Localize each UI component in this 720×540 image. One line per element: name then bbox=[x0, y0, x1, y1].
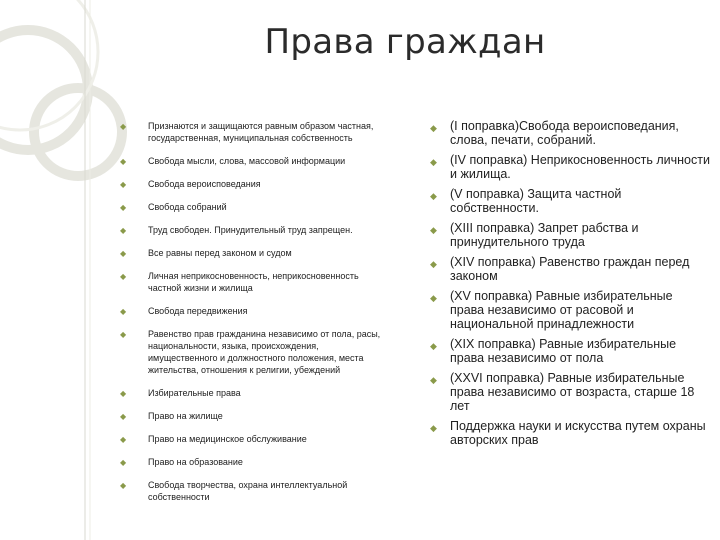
list-item bbox=[118, 433, 390, 445]
list-item bbox=[118, 479, 390, 503]
list-item bbox=[118, 456, 390, 468]
list-item-text: Личная неприкосновенность, неприкосновенность частной жизни и жилища bbox=[148, 271, 359, 293]
list-item-text: (XV поправка) Равные избирательные права независимо от расовой и национальной принадлежности bbox=[450, 289, 673, 331]
list-item bbox=[118, 120, 390, 144]
list-item bbox=[118, 247, 390, 259]
list-item bbox=[118, 178, 390, 190]
list-item bbox=[118, 224, 390, 236]
diamond-bullet-icon: ◆ bbox=[430, 259, 437, 269]
list-item bbox=[428, 419, 710, 447]
diamond-bullet-icon: ◆ bbox=[120, 249, 127, 258]
list-item-text: (IV поправка) Неприкосновенность личности и жилища. bbox=[450, 153, 710, 181]
diamond-bullet-icon: ◆ bbox=[430, 341, 437, 351]
diamond-bullet-icon: ◆ bbox=[120, 458, 127, 467]
list-item bbox=[428, 371, 710, 413]
diamond-bullet-icon: ◆ bbox=[120, 157, 127, 166]
list-item-text: Равенство прав гражданина независимо от пола, расы, национальности, языка, происхождения, имущественного и должностного положения, места жительства, отношения к религии, убеждений bbox=[148, 329, 381, 375]
list-item bbox=[428, 119, 710, 147]
list-item bbox=[118, 201, 390, 213]
list-item bbox=[118, 410, 390, 422]
list-item bbox=[428, 255, 710, 283]
diamond-bullet-icon: ◆ bbox=[120, 481, 127, 490]
list-item bbox=[118, 155, 390, 167]
list-item-text: Свобода передвижения bbox=[148, 306, 248, 316]
slide-title: Права граждан bbox=[264, 22, 546, 62]
list-item-text: Все равны перед законом и судом bbox=[148, 248, 292, 258]
diamond-bullet-icon: ◆ bbox=[430, 423, 437, 433]
list-item-text: Свобода вероисповедания bbox=[148, 179, 261, 189]
diamond-bullet-icon: ◆ bbox=[430, 191, 437, 201]
diamond-bullet-icon: ◆ bbox=[120, 307, 127, 316]
list-item-text: Свобода мысли, слова, массовой информации bbox=[148, 156, 346, 166]
list-item-text: Право на медицинское обслуживание bbox=[148, 434, 307, 444]
left-bullet-list bbox=[118, 120, 390, 503]
diamond-bullet-icon: ◆ bbox=[120, 122, 127, 131]
diamond-bullet-icon: ◆ bbox=[120, 272, 127, 281]
list-item bbox=[428, 221, 710, 249]
list-item-text: Труд свободен. Принудительный труд запрещен. bbox=[148, 225, 353, 235]
diamond-bullet-icon: ◆ bbox=[120, 330, 127, 339]
list-item bbox=[118, 305, 390, 317]
diamond-bullet-icon: ◆ bbox=[120, 203, 127, 212]
diamond-bullet-icon: ◆ bbox=[120, 389, 127, 398]
list-item-text: Избирательные права bbox=[148, 388, 241, 398]
list-item bbox=[428, 337, 710, 365]
list-item-text: Право на жилище bbox=[148, 411, 223, 421]
list-item-text: (I поправка)Свобода вероисповедания, слова, печати, собраний. bbox=[450, 119, 679, 147]
list-item-text: Право на образование bbox=[148, 457, 243, 467]
list-item bbox=[118, 328, 390, 376]
diamond-bullet-icon: ◆ bbox=[120, 412, 127, 421]
right-bullet-list bbox=[428, 119, 710, 447]
diamond-bullet-icon: ◆ bbox=[120, 180, 127, 189]
diamond-bullet-icon: ◆ bbox=[430, 157, 437, 167]
list-item-text: (XXVI поправка) Равные избирательные права независимо от возраста, старше 18 лет bbox=[450, 371, 695, 413]
diamond-bullet-icon: ◆ bbox=[120, 435, 127, 444]
list-item bbox=[428, 187, 710, 215]
list-item bbox=[118, 270, 390, 294]
list-item-text: Признаются и защищаются равным образом частная, государственная, муниципальная собственность bbox=[148, 121, 374, 143]
diamond-bullet-icon: ◆ bbox=[120, 226, 127, 235]
diamond-bullet-icon: ◆ bbox=[430, 293, 437, 303]
list-item-text: (XIX поправка) Равные избирательные права независимо от пола bbox=[450, 337, 677, 365]
diamond-bullet-icon: ◆ bbox=[430, 375, 437, 385]
list-item bbox=[428, 289, 710, 331]
list-item-text: Поддержка науки и искусства путем охраны авторских прав bbox=[450, 419, 706, 447]
list-item bbox=[118, 387, 390, 399]
list-item-text: Свобода собраний bbox=[148, 202, 227, 212]
diamond-bullet-icon: ◆ bbox=[430, 225, 437, 235]
list-item-text: Свобода творчества, охрана интеллектуальной собственности bbox=[148, 480, 348, 502]
list-item bbox=[428, 153, 710, 181]
list-item-text: (XIII поправка) Запрет рабства и принудительного труда bbox=[450, 221, 639, 249]
list-item-text: (V поправка) Защита частной собственности. bbox=[450, 187, 622, 215]
list-item-text: (XIV поправка) Равенство граждан перед законом bbox=[450, 255, 690, 283]
diamond-bullet-icon: ◆ bbox=[430, 123, 437, 133]
